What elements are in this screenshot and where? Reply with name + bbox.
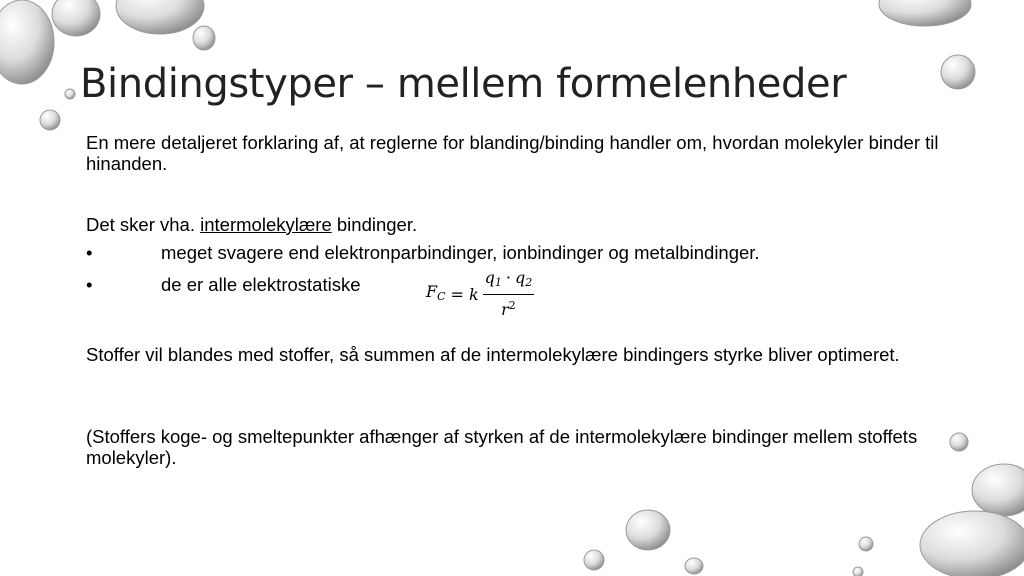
intermolecular-underlined-term: intermolekylære	[200, 214, 332, 235]
formula-constant: k	[468, 284, 479, 304]
bullet-marker: •	[86, 242, 93, 263]
coulomb-formula	[426, 270, 534, 318]
bullet-text: meget svagere end elektronparbindinger, ionbindinger og metalbindinger.	[161, 242, 760, 263]
paragraph-intermolecular	[86, 214, 417, 235]
formula-denominator: $r^2$	[501, 299, 516, 319]
formula-lhs: $F_C$	[426, 282, 446, 303]
paragraph-mixing: Stoffer vil blandes med stoffer, så summen af de intermolekylære bindingers styrke bliver optimeret.	[86, 344, 900, 365]
bullet-text: de er alle elektrostatiske	[161, 274, 361, 295]
paragraph-boiling-points: (Stoffers koge- og smeltepunkter afhænger af styrken af de intermolekylære bindinger mellem stoffets molekyler).	[86, 426, 918, 468]
paragraph-intermolecular-prefix: Det sker vha.	[86, 214, 201, 235]
formula-equals: =	[450, 284, 464, 304]
slide-title: Bindingstyper – mellem formelenheder	[80, 61, 847, 107]
formula-fraction	[483, 269, 535, 319]
paragraph-intro: En mere detaljeret forklaring af, at reglerne for blanding/binding handler om, hvordan molekyler binder til hinanden.	[86, 132, 939, 174]
bullet-marker: •	[86, 274, 93, 295]
paragraph-intermolecular-suffix: bindinger.	[331, 214, 418, 235]
formula-numerator: $q_1 \cdot q_2$	[483, 269, 535, 295]
